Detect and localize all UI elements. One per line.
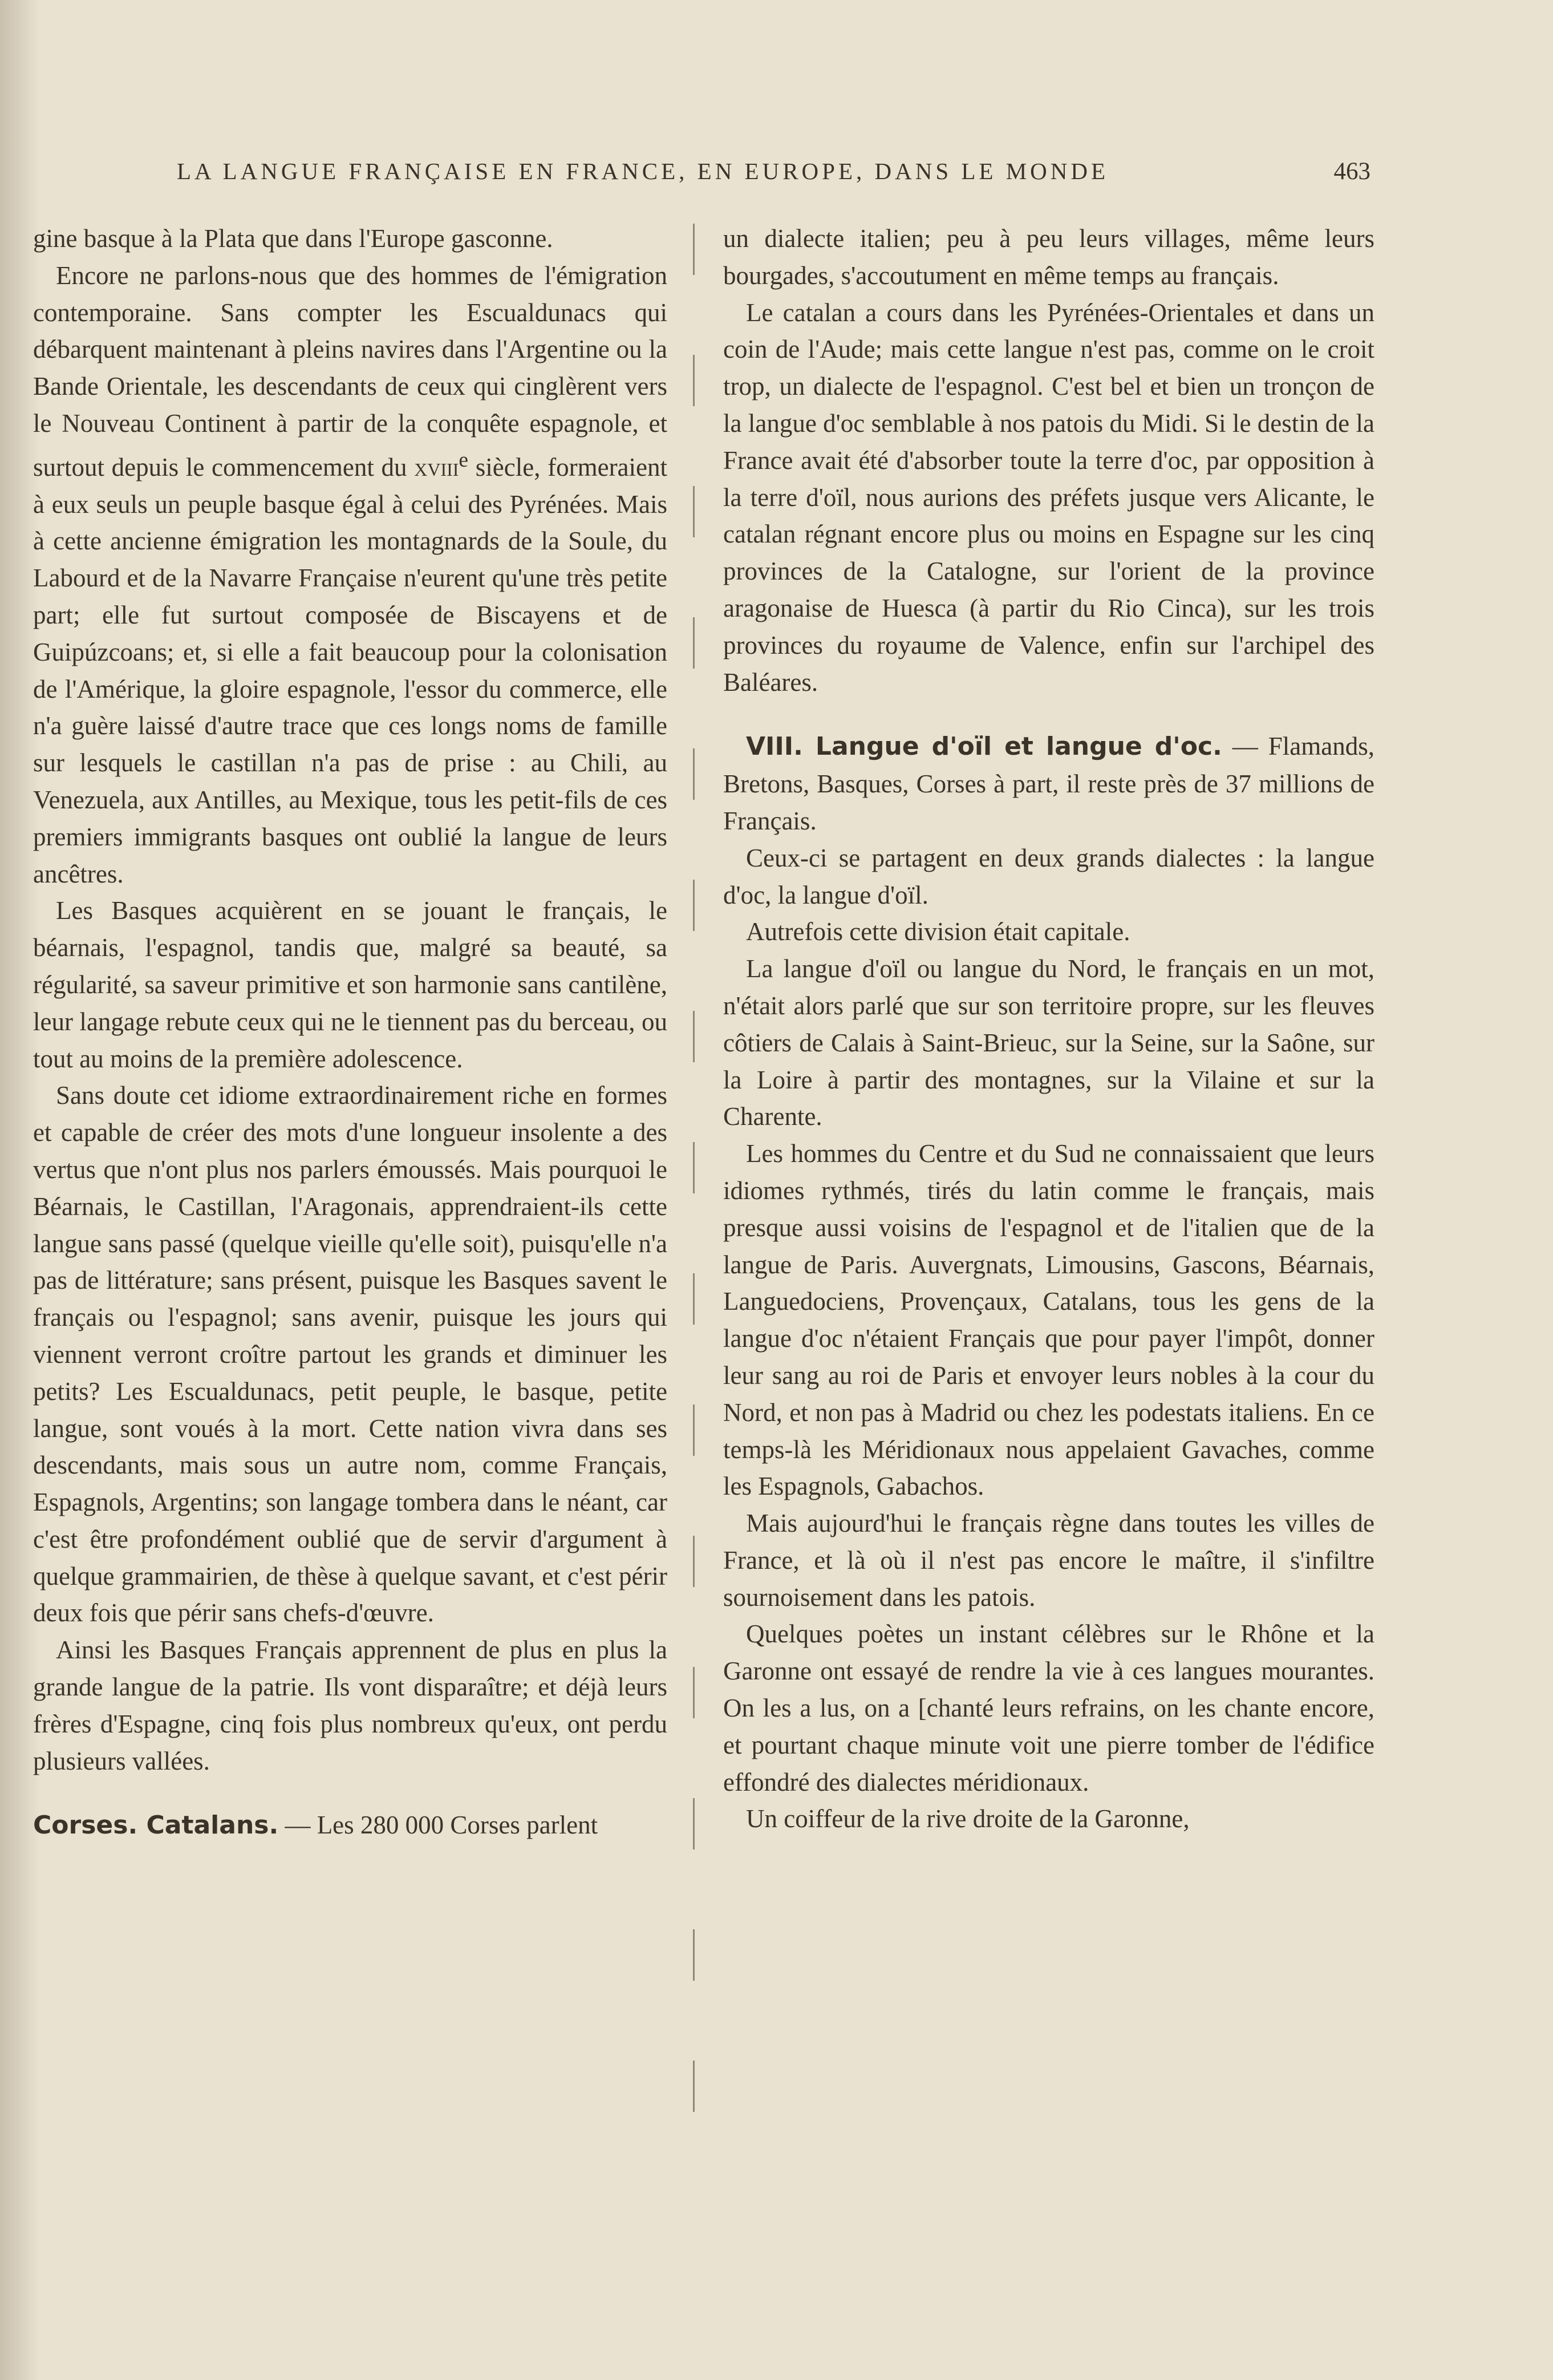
paragraph: Autrefois cette division était capitale.	[746, 917, 1130, 946]
paragraph: gine basque à la Plata que dans l'Europe gasconne.	[33, 224, 553, 253]
page-number: 463	[1333, 158, 1370, 185]
paragraph: Les hommes du Centre et du Sud ne connaissaient que leurs idiomes rythmés, tirés du latin comme le français, mais presque aussi voisins de l'espagnol et de l'italien que de la langue de Paris. Auvergnats, Limousins, Gascons, Béarnais, Languedociens, Provençaux, Catalans, tous les gens de la langue d'oc n'étaient Français que pour payer l'impôt, donner leur sang au roi de Paris et envoyer leurs nobles à la cour du Nord, et non pas à Madrid ou chez les podestats italiens. En ce temps-là les Méridionaux nous appelaient Gavaches, comme les Espagnols, Gabachos.	[723, 1139, 1374, 1501]
section-paragraph: VIII. Langue d'oïl et langue d'oc. — Flamands, Bretons, Basques, Corses à part, il reste près de 37 millions de Français.	[723, 732, 1374, 835]
paragraph: un dialecte italien; peu à peu leurs villages, même leurs bourgades, s'accoutument en même temps au français.	[723, 224, 1374, 290]
section-heading: VIII. Langue d'oïl et langue d'oc.	[746, 732, 1222, 762]
paragraph: Le catalan a cours dans les Pyrénées-Orientales et dans un coin de l'Aude; mais cette langue n'est pas, comme on le croit trop, un dialecte de l'espagnol. C'est bel et bien un tronçon de la langue d'oc semblable à nos patois du Midi. Si le destin de la France avait été d'absorber toute la terre d'oc, par opposition à la terre d'oïl, nous aurions des préfets jusque vers Alicante, le catalan régnant encore plus ou moins en Espagne sur les cinq provinces de la Catalogne, sur l'orient de la province aragonaise de Huesca (à partir du Rio Cinca), sur les trois provinces du royaume de Valence, enfin sur l'archipel des Baléares.	[723, 298, 1374, 697]
paragraph: Ceux-ci se partagent en deux grands dialectes : la langue d'oc, la langue d'oïl.	[723, 843, 1374, 909]
running-title: LA LANGUE FRANÇAISE EN FRANCE, EN EUROPE, DANS LE MONDE	[177, 158, 1109, 184]
paragraph: Ainsi les Basques Français apprennent de plus en plus la grande langue de la patrie. Ils vont disparaître; et déjà leurs frères d'Espagne, cinq fois plus nombreux qu'eux, ont perdu plusieurs vallées.	[33, 1636, 667, 1775]
paragraph: La langue d'oïl ou langue du Nord, le français en un mot, n'était alors parlé que sur son territoire propre, sur les fleuves côtiers de Calais à Saint-Brieuc, sur la Seine, sur la Saône, sur la Loire à partir des montagnes, sur la Vilaine et sur la Charente.	[723, 954, 1374, 1131]
paragraph: Mais aujourd'hui le français règne dans toutes les villes de France, et là où il n'est pas encore le maître, il s'infiltre sournoisement dans les patois.	[723, 1509, 1374, 1612]
column-divider	[693, 224, 695, 2123]
section-paragraph: Corses. Catalans. — Les 280 000 Corses parlent	[33, 1811, 598, 1840]
paragraph: Sans doute cet idiome extraordinairement riche en formes et capable de créer des mots d'une longueur insolente a des vertus que n'ont plus nos parlers émoussés. Mais pourquoi le Béarnais, le Castillan, l'Aragonais, apprendraient-ils cette langue sans passé (quelque vieille qu'elle soit), puisqu'elle n'a pas de littérature; sans présent, puisque les Basques savent le français ou l'espagnol; sans avenir, puisque les jours qui viennent verront croître partout les grands et diminuer les petits? Les Escualdunacs, petit peuple, le basque, petite langue, sont voués à la mort. Cette nation vivra dans ses descendants, mais sous un autre nom, comme Français, Espagnols, Argentins; son langage tombera dans le néant, car c'est être profondément oublié que de servir d'argument à quelque grammairien, de thèse à quelque savant, et c'est périr deux fois que périr sans chefs-d'œuvre.	[33, 1081, 667, 1628]
paragraph: Un coiffeur de la rive droite de la Garonne,	[746, 1804, 1190, 1833]
paragraph: Les Basques acquièrent en se jouant le français, le béarnais, l'espagnol, tandis que, malgré sa beauté, sa régularité, sa saveur primitive et son harmonie sans cantilène, leur langage rebute ceux qui ne le tiennent pas du berceau, ou tout au moins de la première adolescence.	[33, 896, 667, 1073]
section-heading: Corses. Catalans.	[33, 1811, 279, 1840]
paragraph: Quelques poètes un instant célèbres sur le Rhône et la Garonne ont essayé de rendre la vie à ces langues mourantes. On les a lus, on a [chanté leurs refrains, on les chante encore, et pourtant chaque minute voit une pierre tomber de l'édifice effondré des dialectes méridionaux.	[723, 1620, 1374, 1796]
right-column	[723, 220, 1374, 1837]
paragraph: Encore ne parlons-nous que des hommes de l'émigration contemporaine. Sans compter les Escualdunacs qui débarquent maintenant à pleins navires dans l'Argentine ou la Bande Orientale, les descendants de ceux qui cinglèrent vers le Nouveau Continent à partir de la conquête espagnole, et surtout depuis le commencement du xviii$^e$ siècle, formeraient à eux seuls un peuple basque égal à celui des Pyrénées. Mais à cette ancienne émigration les montagnards de la Soule, du Labourd et de la Navarre Française n'eurent qu'une très petite part; elle fut surtout composée de Biscayens et de Guipúzcoans; et, si elle a fait beaucoup pour la colonisation de l'Amérique, la gloire espagnole, l'essor du commerce, elle n'a guère laissé d'autre trace que ces longs noms de famille sur lesquels le castillan n'a pas de prise : au Chili, au Venezuela, aux Antilles, au Mexique, tous les petit-fils de ces premiers immigrants basques ont oublié la langue de leurs ancêtres.	[33, 261, 668, 888]
running-head	[0, 157, 1553, 192]
left-column	[33, 220, 667, 1844]
